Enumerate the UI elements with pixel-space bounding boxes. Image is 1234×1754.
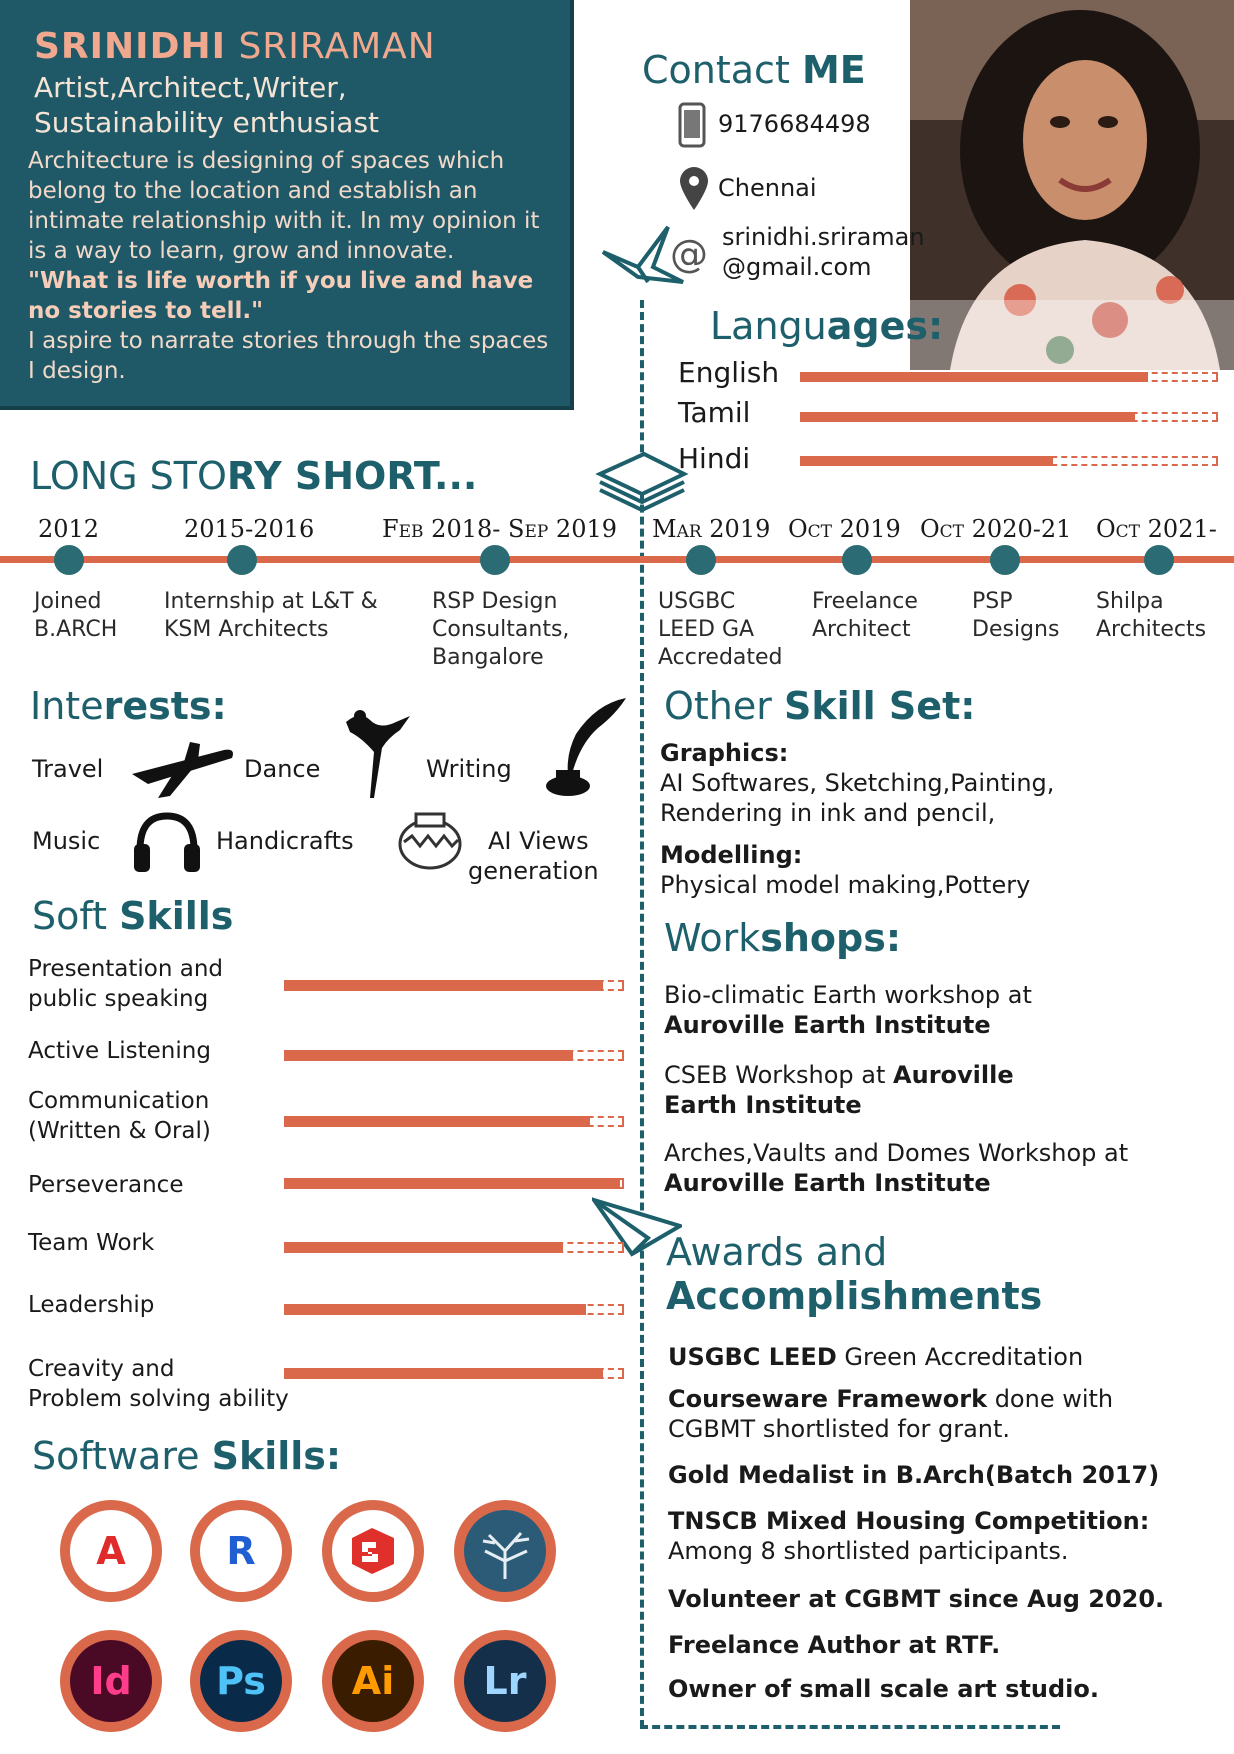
intro-panel <box>0 0 574 410</box>
dancer-icon <box>340 708 416 800</box>
timeline-date: 2012 <box>38 515 100 543</box>
soft-skill-bar <box>284 1116 624 1127</box>
modelling-text: Physical model making,Pottery <box>660 871 1031 899</box>
timeline-dot <box>227 545 257 575</box>
contact-heading: Contact ME <box>642 48 866 92</box>
books-icon <box>594 448 690 512</box>
person-roles: Artist,Architect,Writer, Sustainability enthusiast <box>34 71 380 139</box>
pottery-icon <box>396 810 464 872</box>
soft-skill-bar <box>284 980 624 991</box>
soft-skill-bar <box>284 1242 624 1253</box>
interest-handicrafts: Handicrafts <box>216 827 354 855</box>
timeline-dot <box>1144 545 1174 575</box>
interest-ai-generation: generation <box>468 857 599 885</box>
interest-writing: Writing <box>426 755 512 783</box>
language-bar-tamil <box>800 412 1218 422</box>
profile-photo <box>910 0 1234 370</box>
bottom-dashed-line <box>640 1725 1060 1729</box>
language-tamil: Tamil <box>678 396 751 429</box>
soft-skill-bar <box>284 1368 624 1379</box>
quill-ink-icon <box>536 694 630 800</box>
award-item: TNSCB Mixed Housing Competition: Among 8 shortlisted participants. <box>668 1507 1150 1565</box>
center-dashed-line <box>640 300 644 1728</box>
timeline-dot <box>842 545 872 575</box>
language-english: English <box>678 356 780 389</box>
lightroom-icon: Lr <box>454 1630 556 1732</box>
timeline-event: Shilpa Architects <box>1096 589 1207 642</box>
contact-email[interactable]: srinidhi.sriraman @gmail.com <box>722 223 925 281</box>
revit-icon: R <box>190 1500 292 1602</box>
bio-text: Architecture is designing of spaces which belong to the location and establish an intimate relationship with it. In my opinion it is a way to learn, grow and innovate. "What is life worth if you live and have no stories to tell." I aspire to narrate stories through the spaces I design. <box>28 148 549 384</box>
timeline-event: Internship at L&T & KSM Architects <box>164 589 378 642</box>
timeline-dot <box>990 545 1020 575</box>
language-bar-english <box>800 372 1218 382</box>
headphones-icon <box>132 810 202 874</box>
soft-skill-bar <box>284 1304 624 1315</box>
timeline-date: Oct 2019 <box>788 515 901 543</box>
language-bar-hindi <box>800 456 1218 466</box>
workshop-item: Bio-climatic Earth workshop at Auroville Earth Institute <box>664 981 1032 1039</box>
soft-skill-label: Leadership <box>28 1292 155 1318</box>
timeline-dot <box>54 545 84 575</box>
workshop-item: CSEB Workshop at Auroville Earth Institute <box>664 1061 1014 1119</box>
graphics-label: Graphics: <box>660 739 789 767</box>
autocad-icon: A <box>60 1500 162 1602</box>
soft-skill-label: Creavity and Problem solving ability <box>28 1356 289 1412</box>
languages-heading: Languages: <box>710 304 944 348</box>
illustrator-icon: Ai <box>322 1630 424 1732</box>
interests-heading: Interests: <box>30 684 227 728</box>
soft-skill-bar <box>284 1050 624 1061</box>
graphics-text: AI Softwares, Sketching,Painting, Rendering in ink and pencil, <box>660 769 1055 827</box>
other-skills-heading: Other Skill Set: <box>664 684 976 728</box>
timeline-date: Oct 2020-21 <box>920 515 1072 543</box>
award-item: Volunteer at CGBMT since Aug 2020. <box>668 1585 1165 1613</box>
software-skills-heading: Software Skills: <box>32 1434 342 1478</box>
contact-city: Chennai <box>718 174 817 202</box>
timeline-event: PSP Designs <box>972 589 1060 642</box>
interest-dance: Dance <box>244 755 321 783</box>
timeline-date: Feb 2018- Sep 2019 <box>382 515 617 543</box>
timeline-line <box>0 556 1234 563</box>
interest-music: Music <box>32 827 101 855</box>
airplane-icon <box>128 740 236 800</box>
timeline-date: 2015-2016 <box>184 515 315 543</box>
timeline-date: Oct 2021- <box>1096 515 1217 543</box>
timeline-dot <box>480 545 510 575</box>
soft-skill-bar <box>284 1178 624 1189</box>
timeline-dot <box>686 545 716 575</box>
soft-skill-label: Communication (Written & Oral) <box>28 1088 211 1144</box>
soft-skill-label: Perseverance <box>28 1172 184 1198</box>
interest-travel: Travel <box>32 755 104 783</box>
soft-skills-heading: Soft Skills <box>32 894 234 938</box>
award-item: USGBC LEED Green Accreditation <box>668 1343 1084 1371</box>
person-name: SRINIDHI SRIRAMAN <box>34 26 436 67</box>
award-item: Owner of small scale art studio. <box>668 1675 1099 1703</box>
interest-ai-views: AI Views <box>488 827 589 855</box>
soft-skill-label: Active Listening <box>28 1038 211 1064</box>
soft-skill-label: Presentation and public speaking <box>28 956 224 1012</box>
soft-skill-label: Team Work <box>28 1230 155 1256</box>
modelling-label: Modelling: <box>660 841 803 869</box>
awards-heading: Awards and Accomplishments <box>666 1230 1043 1318</box>
phone-icon <box>678 102 706 148</box>
timeline-event: Freelance Architect <box>812 589 918 642</box>
timeline-event: USGBC LEED GA Accredated <box>658 589 783 670</box>
email-icon: @ <box>670 232 708 276</box>
language-hindi: Hindi <box>678 442 751 475</box>
timeline-event: Joined B.ARCH <box>34 589 118 642</box>
timeline-heading: LONG STORY SHORT... <box>30 454 478 498</box>
photoshop-icon: Ps <box>190 1630 292 1732</box>
award-item: Courseware Framework done with CGBMT shortlisted for grant. <box>668 1385 1114 1443</box>
indesign-icon: Id <box>60 1630 162 1732</box>
timeline-date: Mar 2019 <box>652 515 771 543</box>
award-item: Freelance Author at RTF. <box>668 1631 1001 1659</box>
sketchup-icon <box>322 1500 424 1602</box>
timeline-event: RSP Design Consultants, Bangalore <box>432 589 570 670</box>
award-item: Gold Medalist in B.Arch(Batch 2017) <box>668 1461 1160 1489</box>
lumion-icon <box>454 1500 556 1602</box>
workshops-heading: Workshops: <box>664 916 902 960</box>
workshop-item: Arches,Vaults and Domes Workshop at Auroville Earth Institute <box>664 1139 1129 1197</box>
contact-phone[interactable]: 9176684498 <box>718 110 871 138</box>
location-pin-icon <box>678 166 710 212</box>
